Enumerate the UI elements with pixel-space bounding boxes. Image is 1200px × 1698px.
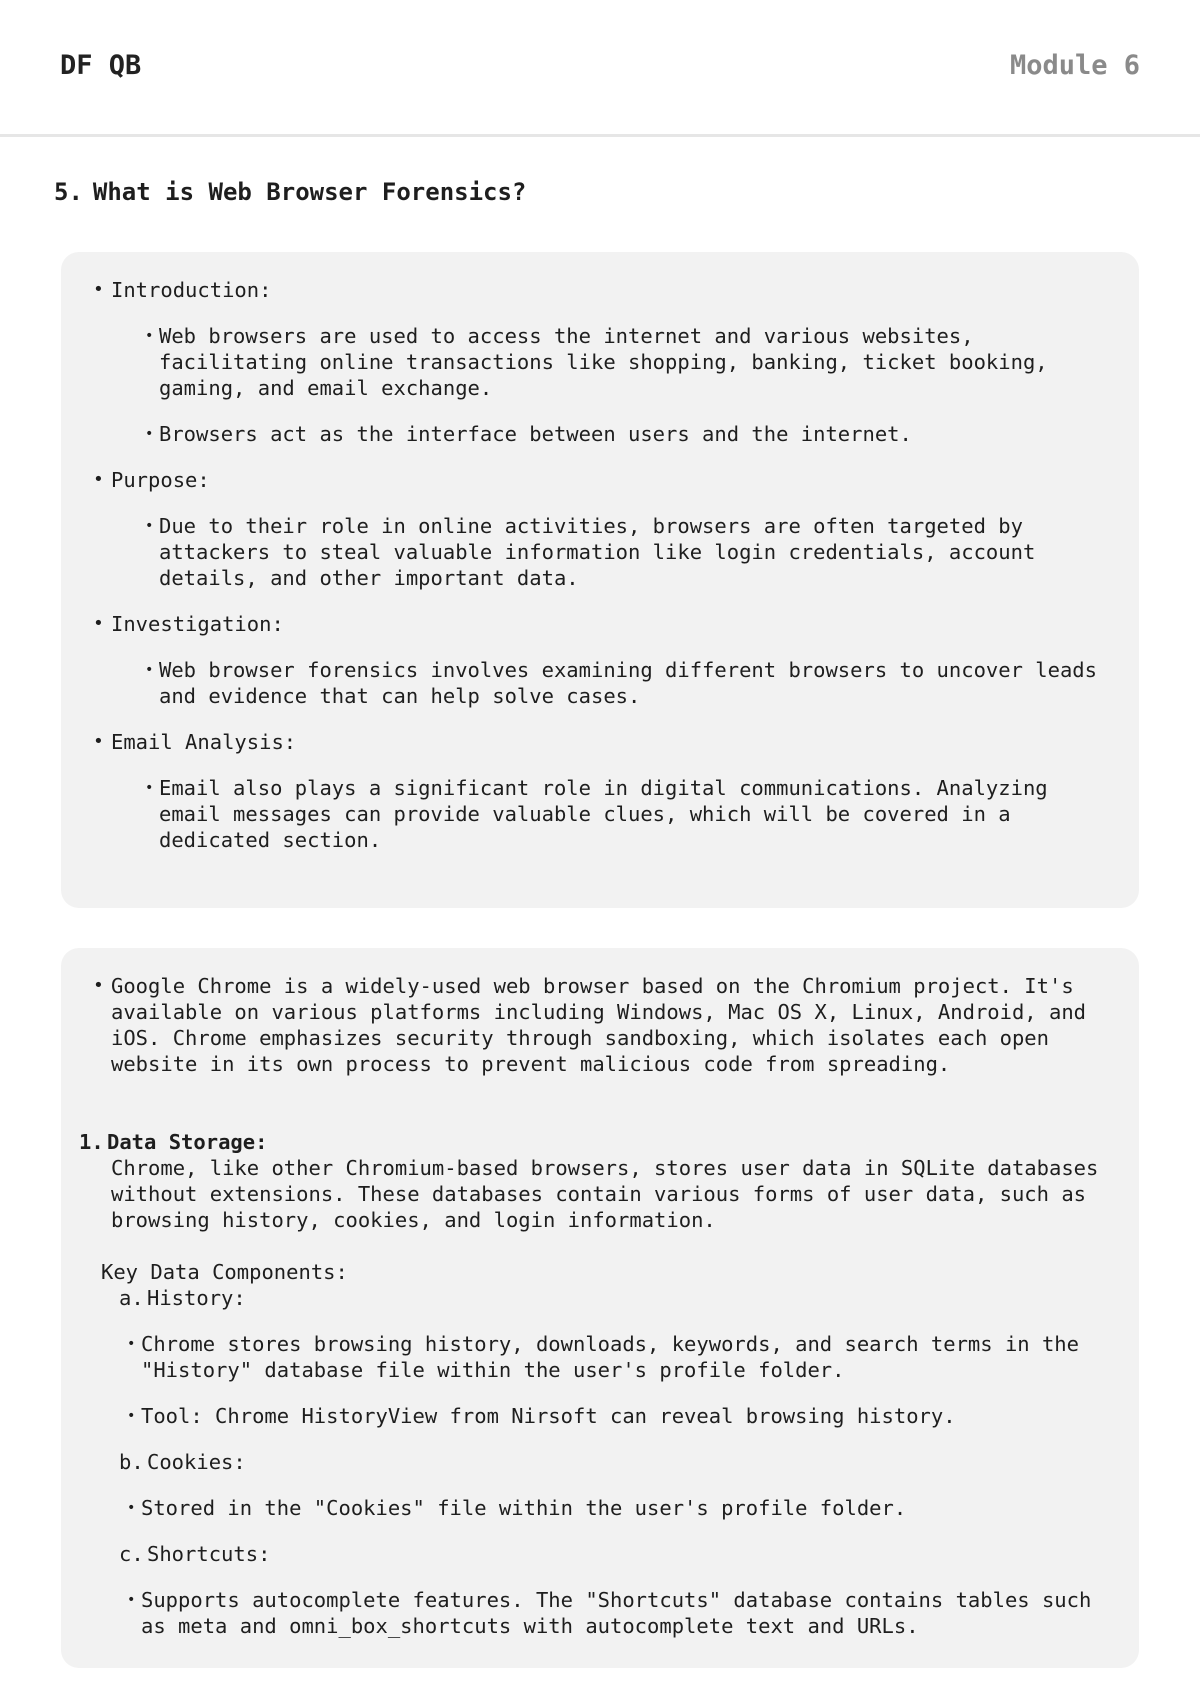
question-number: 5. — [54, 178, 83, 206]
list-item: • Supports autocomplete features. The "Shortcuts" database contains tables such as meta and omni_box_shortcuts with autocomplete text and URLs. — [123, 1587, 1119, 1639]
list-item: • Email also plays a significant role in digital communications. Analyzing email messages can provide valuable clues, which will be covered in a dedicated section. — [141, 775, 1119, 853]
component-history — [93, 1285, 1119, 1429]
list-item — [93, 611, 1119, 709]
data-storage-body: Chrome, like other Chromium-based browsers, stores user data in SQLite databases without extensions. These databases contain various forms of user data, such as browsing history, cookies, and login information. — [111, 1156, 1099, 1232]
brand-title: DF QB — [60, 50, 142, 81]
answer-card-chrome — [61, 948, 1139, 1668]
component-label: History: — [147, 1286, 246, 1310]
component-marker: c. — [119, 1542, 144, 1566]
question-title — [54, 178, 526, 206]
component-label: Cookies: — [147, 1450, 246, 1474]
list-item — [93, 277, 1119, 447]
section-label: Purpose: — [111, 468, 210, 492]
sub-list — [123, 1331, 1119, 1429]
component-shortcuts — [93, 1541, 1119, 1639]
list-item — [93, 729, 1119, 853]
overview-list — [93, 277, 1119, 853]
list-item: • Chrome stores browsing history, downloads, keywords, and search terms in the "History" database file within the user's profile folder. — [123, 1331, 1119, 1383]
module-label: Module 6 — [1009, 50, 1140, 81]
data-storage-number: 1. — [79, 1130, 104, 1154]
list-item: • Browsers act as the interface between users and the internet. — [141, 421, 1119, 447]
section-label: Introduction: — [111, 278, 272, 302]
question-text: What is Web Browser Forensics? — [92, 178, 527, 206]
sub-list — [123, 1495, 1119, 1521]
section-label: Investigation: — [111, 612, 284, 636]
list-item: • Web browser forensics involves examining different browsers to uncover leads and evidence that can help solve cases. — [141, 657, 1119, 709]
component-label: Shortcuts: — [147, 1542, 271, 1566]
component-marker: a. — [119, 1286, 144, 1310]
data-storage-section — [79, 1129, 1119, 1233]
sub-list — [141, 513, 1119, 591]
list-item: • Due to their role in online activities, browsers are often targeted by attackers to steal valuable information like login credentials, account details, and other important data. — [141, 513, 1119, 591]
key-components-label: Key Data Components: — [101, 1260, 348, 1284]
list-item — [93, 467, 1119, 591]
page-header — [0, 0, 1200, 137]
components-list — [93, 1285, 1119, 1639]
list-item: • Web browsers are used to access the internet and various websites, facilitating online transactions like shopping, banking, ticket booking, gaming, and email exchange. — [141, 323, 1119, 401]
sub-list — [123, 1587, 1119, 1639]
section-label: Email Analysis: — [111, 730, 297, 754]
sub-list — [141, 323, 1119, 447]
answer-card-overview — [61, 252, 1139, 908]
sub-list — [141, 657, 1119, 709]
chrome-intro: • Google Chrome is a widely-used web browser based on the Chromium project. It's available on various platforms including Windows, Mac OS X, Linux, Android, and iOS. Chrome emphasizes security through sandboxing, which isolates each open website in its own process to prevent malicious code from spreading. — [93, 973, 1119, 1077]
sub-list — [141, 775, 1119, 853]
data-storage-label: Data Storage: — [107, 1130, 268, 1154]
component-cookies — [93, 1449, 1119, 1521]
component-marker: b. — [119, 1450, 144, 1474]
list-item: • Tool: Chrome HistoryView from Nirsoft can reveal browsing history. — [123, 1403, 1119, 1429]
list-item: • Stored in the "Cookies" file within the user's profile folder. — [123, 1495, 1119, 1521]
